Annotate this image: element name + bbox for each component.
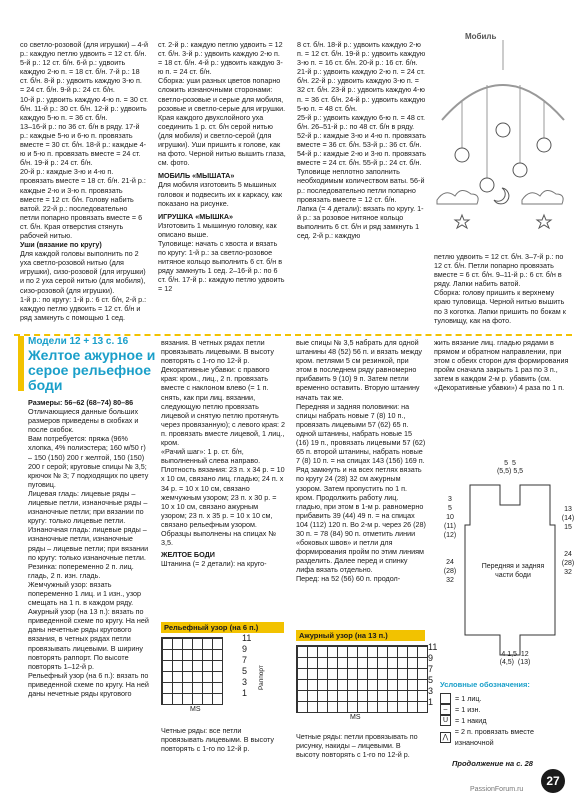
section-heading: Уши (вязание по кругу) bbox=[20, 240, 102, 250]
page-title: Желтое ажурное и серое рельефное боди bbox=[28, 347, 156, 393]
paragraph: Изготовить 1 мышиную головку, как описано выше. bbox=[158, 220, 277, 239]
paragraph: жить вязание лиц. гладью рядами в прямом и обратном направлении, при этом с обеих сторон для формирования пройм сначала закрыть 1 раз по 3 п., затем в каждом 2-м р. убавить (см. «Декоративные убавки») 4 раза по 1 п. bbox=[434, 338, 569, 393]
paragraph: Жемчужный узор: вязать попеременно 1 лиц. и 1 изн., узор смещать на 1 п. в каждом ряду. bbox=[28, 579, 142, 608]
body-schematic bbox=[440, 455, 575, 670]
pattern-label-relief: Рельефный узор (на 6 п.) bbox=[161, 622, 284, 633]
page-number: 27 bbox=[541, 769, 565, 793]
relief-pattern-grid bbox=[161, 637, 223, 705]
paragraph: Резинка: попеременно 2 п. лиц. гладь, 2 п. изн. гладь. bbox=[28, 561, 134, 580]
section-heading: ЖЕЛТОЕ БОДИ bbox=[161, 550, 215, 560]
pattern-label-openwork: Ажурный узор (на 13 п.) bbox=[296, 630, 425, 641]
paragraph: Вам потребуется: пряжа (96% хлопка, 4% полиэстера; 160 м/50 г) – 150 (150) 200 г желтой, 150 (150) 200 г серой; круговые спицы № 3,5; крючок № 3; 7 подходящих по цвету пуговиц. bbox=[28, 434, 149, 489]
paragraph: Для каждой головы выполнить по 2 уха светло-розовой нитью (для игрушки), сизо-розовой (для игрушки) и по 2 уха серой нитью (для мобиля), сизо-розовой (для игрушки). bbox=[20, 249, 146, 295]
knit-symbol-icon bbox=[440, 693, 451, 704]
schematic-left-labels: 3 5 10 (11) (12) 24 (28) 32 bbox=[443, 496, 457, 584]
text-column-4-bottom bbox=[434, 338, 572, 448]
legend-item: = 1 лиц. bbox=[440, 693, 572, 704]
paragraph: 8 ст. б/н. 18-й р.: удвоить каждую 2-ю п. = 12 ст. б/н. 19-й р.: удвоить каждую 3-ю п. = 16 ст. б/н. 20-й р.: 16 ст. б/н. bbox=[297, 40, 426, 68]
relief-raport-label: Раппорт bbox=[258, 665, 265, 690]
mobile-drawing bbox=[432, 30, 574, 245]
paragraph: Изнаночная гладь: лицевые ряды – изнаночные петли, изнаночные ряды – лицевые петли; при вязании по кругу: только изнаночные петли. bbox=[28, 525, 149, 562]
paragraph: 52-й р.: каждые 3-ю и 4-ю п. провязать вместе = 36 ст. б/н. 53-й р.: 36 ст. б/н. 54-й р.: каждые 2-ю и 3-ю п. провязать вместе = 24 ст. б/н. 55-й р.: 24 ст. б/н. Туловище неплотно заполнить необходимым количеством ваты. 56-й р.: последовательно петли попарно провязать вместе = 12 ст. б/н. bbox=[297, 130, 426, 204]
relief-caption: Четные ряды: все петли провязывать лицевыми. В высоту повторять с 1-го по 12-й р. bbox=[161, 726, 275, 754]
paragraph: 10-й р.: удвоить каждую 4-ю п. = 30 ст. б/н. 11-й р.: 30 ст. б/н. 12-й р.: удвоить каждую 5-ю п. = 36 ст. б/н. bbox=[20, 94, 148, 122]
paragraph: 20-й р.: каждые 3-ю и 4-ю п. провязать вместе = 18 ст. б/н. 21-й р.: каждые 2-ю и 3-ю п. провязать вместе = 12 ст. б/н. Голову набить ватой. 22-й р.: последовательно петли попарно провязать вместе = 6 ст. б/н. Края отверстия стянуть рабочей нитью. bbox=[20, 167, 146, 240]
openwork-ms-label: MS bbox=[350, 714, 361, 721]
legend-item: – = 1 изн. bbox=[440, 704, 572, 715]
paragraph: Штанина (= 2 детали): на круго- bbox=[161, 559, 267, 569]
paragraph: 25-й р.: удвоить каждую 6-ю п. = 48 ст. б/н. 26–51-й р.: по 48 ст. б/н в ряду. bbox=[297, 112, 425, 131]
legend-item: U = 1 накид bbox=[440, 715, 572, 726]
paragraph: Лапка (= 4 детали): вязать по кругу. 1-й р.: за розовое нитяное кольцо выполнить 6 ст. б/н и ряд замкнуть 1 сед. 2-й р.: каждую bbox=[297, 203, 424, 240]
mobile-title: Мобиль bbox=[465, 32, 497, 41]
paragraph: вые спицы № 3,5 набрать для одной штанины 48 (52) 56 п. и вязать между кром. петлями 5 см резинкой, при этом в последнем ряду равномерно прибавить 9 (10) 9 п. Затем петли временно оставить. Вторую штанину начать так же. bbox=[296, 338, 423, 402]
mobile-illustration bbox=[432, 30, 574, 245]
text-column-3-bottom bbox=[296, 338, 426, 628]
model-reference: Модели 12 + 13 с. 16 bbox=[28, 336, 129, 347]
section-heading: ИГРУШКА «МЫШКА» bbox=[158, 211, 234, 221]
paragraph: Туловище: начать с хвоста и вязать по кругу: 1-й р.: за светло-розовое нитяное кольцо выполнить 6 ст. б/н в ряду замкнуть 1 сед. 2–16-й р.: по 6 ст. б/н. 17-й р.: каждую петлю удвоить = 12 bbox=[158, 238, 285, 294]
paragraph: Сборка: уши разных цветов попарно сложить изнаночными сторонами: светло-розовые и серые для мобиля, розовые и светло-серые для игрушки. Края каждого двухслойного уха соединить 1 р. ст. б/н серой нитью (для мобиля) и светло-серой (для игрушки). Уши пришить к голове, как на фото. Черной нитью вышить глаза, см. фото. bbox=[158, 76, 286, 168]
text-column-2-bottom bbox=[161, 338, 285, 618]
legend-item: ⋀ = 2 п. провязать вместе изнаночной bbox=[440, 726, 572, 748]
openwork-caption: Четные ряды: петли провязывать по рисунку, накиды – лицевыми. В высоту повторять с 1-го по 12-й р. bbox=[296, 732, 418, 760]
paragraph: 13–16-й р.: по 36 ст. б/н в ряду. 17-й р.: каждые 5-ю и 6-ю п. провязать вместе = 30 ст. б/н. 18-й р.: каждые 4-ю и 5-ю п. провязать вместе = 24 ст. б/н. 19-й р.: 24 ст. б/н. bbox=[20, 121, 147, 168]
paragraph: 21-й р.: удвоить каждую 2-ю п. = 24 ст. б/н. 22-й р.: удвоить каждую 3-ю п. = 32 ст. б/н. 23-й р.: удвоить каждую 4-ю п. = 36 ст. б/н. 24-й р.: удвоить каждую 5-ю п. = 48 ст. б/н. bbox=[297, 67, 426, 113]
paragraph: Ажурный узор (на 13 п.): вязать по приведенной схеме по кругу. На ней даны нечетные ряды кругового вязания, в четных рядах петли провязывать лицевыми. В ширину повторять раппорт. По высоте повторять 1–12-й р. bbox=[28, 607, 149, 671]
text-column-1-top bbox=[20, 40, 148, 330]
paragraph: Передняя и задняя половинки: на спицы набрать новые 7 (8) 10 п., провязать лицевыми 57 (62) 65 п. одной штанины, набрать новые 15 (16) 19 п., провязать лицевыми 57 (62) 65 п. второй штанины, набрать новые 7 (8) 10 п. = на спицах 143 (156) 169 п. Ряд замкнуть и на всех петлях вязать по кругу 24 (28) 32 см ажурным узором. Затем пропустить по 1 п. кром. Продолжить работу лиц. гладью, при этом в 1-м р. равномерно прибавить 39 (44) 49 п. = на спицах 104 (112) 120 п. Во 2-м р. через 26 (28) 30 п. = 78 (84) 90 п. отметить линии «боковых швов» и петли для формирования пройм по этим линиям разделить. Далее перед и спинку лифа вязать отдельно. bbox=[296, 401, 426, 575]
schematic-top-labels: 5 5 (5,5) 5,5 bbox=[496, 460, 524, 475]
paragraph: Плотность вязания: 23 п. х 34 р. = 10 х 10 см, связано лиц. гладью; 24 п. х 34 р. = 10 х 10 см, связано жемчужным узором; 23 п. х 30 р. = 10 х 10 см, связано ажурным узором; 23 п. х 35 р. = 10 х 10 см, связано рельефным узором. Образцы выполнены на спицах № 3,5. bbox=[161, 465, 285, 548]
text-column-1-bottom bbox=[28, 398, 150, 768]
openwork-row-numbers: 11 9 7 5 3 1 bbox=[428, 642, 438, 707]
openwork-pattern-grid bbox=[296, 645, 428, 713]
relief-ms-label: MS bbox=[190, 706, 201, 713]
paragraph: Лицевая гладь: лицевые ряды – лицевые петли, изнаночные ряды – изнаночные петли; при вязании по кругу: только лицевые петли. bbox=[28, 488, 148, 526]
purl-symbol-icon: – bbox=[440, 704, 451, 715]
accent-bar bbox=[18, 336, 24, 391]
paragraph: Размеры: 56–62 (68–74) 80–86 bbox=[28, 398, 134, 407]
decrease-symbol-icon: ⋀ bbox=[440, 732, 451, 743]
paragraph: Перед: на 52 (56) 60 п. продол- bbox=[296, 574, 401, 584]
watermark: PassionForum.ru bbox=[470, 786, 524, 793]
paragraph: «Рачий шаг»: 1 р. ст. б/н, выполненный слева направо. bbox=[161, 447, 261, 466]
paragraph: Рельефный узор (на 6 п.): вязать по приведенной схеме по кругу. На ней даны нечетные ряды кругового bbox=[28, 670, 149, 698]
schematic-bottom-labels: 4 1,5 12 (4,5) (13) bbox=[499, 651, 531, 666]
paragraph: 1-й р.: по кругу: 1-й р.: 6 ст. б/н, 2-й р.: каждую петлю удвоить = 12 ст. б/н и ряд замкнуть с помощью 1 сед. bbox=[20, 294, 147, 322]
paragraph: Отличающиеся данные больших размеров приведены в скобках и после скобок. bbox=[28, 407, 139, 435]
paragraph: ст. 2-й р.: каждую петлю удвоить = 12 ст. б/н. 3-й р.: удвоить каждую 2-ю п. = 18 ст. б/н. 4-й р.: удвоить каждую 3-ю п. = 24 ст. б/н. bbox=[158, 40, 283, 77]
paragraph: петлю удвоить = 12 ст. б/н. 3–7-й р.: по 12 ст. б/н. Петли попарно провязать вместе = 6 ст. б/н. 9–11-й р.: 6 ст. б/н в ряду. Лапки набить ватой. bbox=[434, 252, 564, 289]
paragraph: Сборка: голову пришить к верхнему краю туловища. Черной нитью вышить по 3 коготка. Лапки пришить по бокам к туловищу, как на фото. bbox=[434, 288, 566, 325]
paragraph: Для мобиля изготовить 5 мышиных головок и подвесить их к каркасу, как показано на рисунке. bbox=[158, 180, 283, 208]
text-column-3-top bbox=[297, 40, 427, 330]
schematic-right-labels: 13 (14) 15 24 (28) 32 bbox=[561, 506, 575, 576]
paragraph: Декоративные убавки: с правого края: кром., лиц., 2 п. провязать вместе с наклоном влево (= 1 п. снять, как при лиц. вязании, следующую петлю провязать лицевой и снятую петлю протянуть через провязанную); с левого края: 2 п. провязать вместе лицевой, 1 лиц., кром. bbox=[161, 365, 285, 448]
text-column-4-top bbox=[434, 252, 572, 332]
section-heading: МОБИЛЬ «МЫШАТА» bbox=[158, 171, 235, 181]
paragraph: вязания. В четных рядах петли провязывать лицевыми. В высоту повторять с 1-го по 12-й р. bbox=[161, 338, 275, 366]
legend-title: Условные обозначения: bbox=[440, 680, 530, 689]
text-column-2-top bbox=[158, 40, 286, 330]
schematic-label: Передняя и задняя части боди bbox=[481, 563, 545, 579]
paragraph: 5-й р.: 12 ст. б/н. 6-й р.: удвоить каждую 2-ю п. = 18 ст. б/н. 7-й р.: 18 ст. б/н. 8-й р.: удвоить каждую 3-ю п. = 24 ст. б/н. 9-й р.: 24 ст. б/н. bbox=[20, 58, 142, 95]
relief-row-numbers: 11 9 7 5 3 1 bbox=[242, 633, 252, 698]
yarn-over-symbol-icon: U bbox=[440, 715, 451, 726]
paragraph: со светло-розовой (для игрушки) – 4-й р.: каждую петлю удвоить = 12 ст. б/н. bbox=[20, 40, 148, 59]
continue-note: Продолжение на с. 28 bbox=[452, 759, 533, 768]
